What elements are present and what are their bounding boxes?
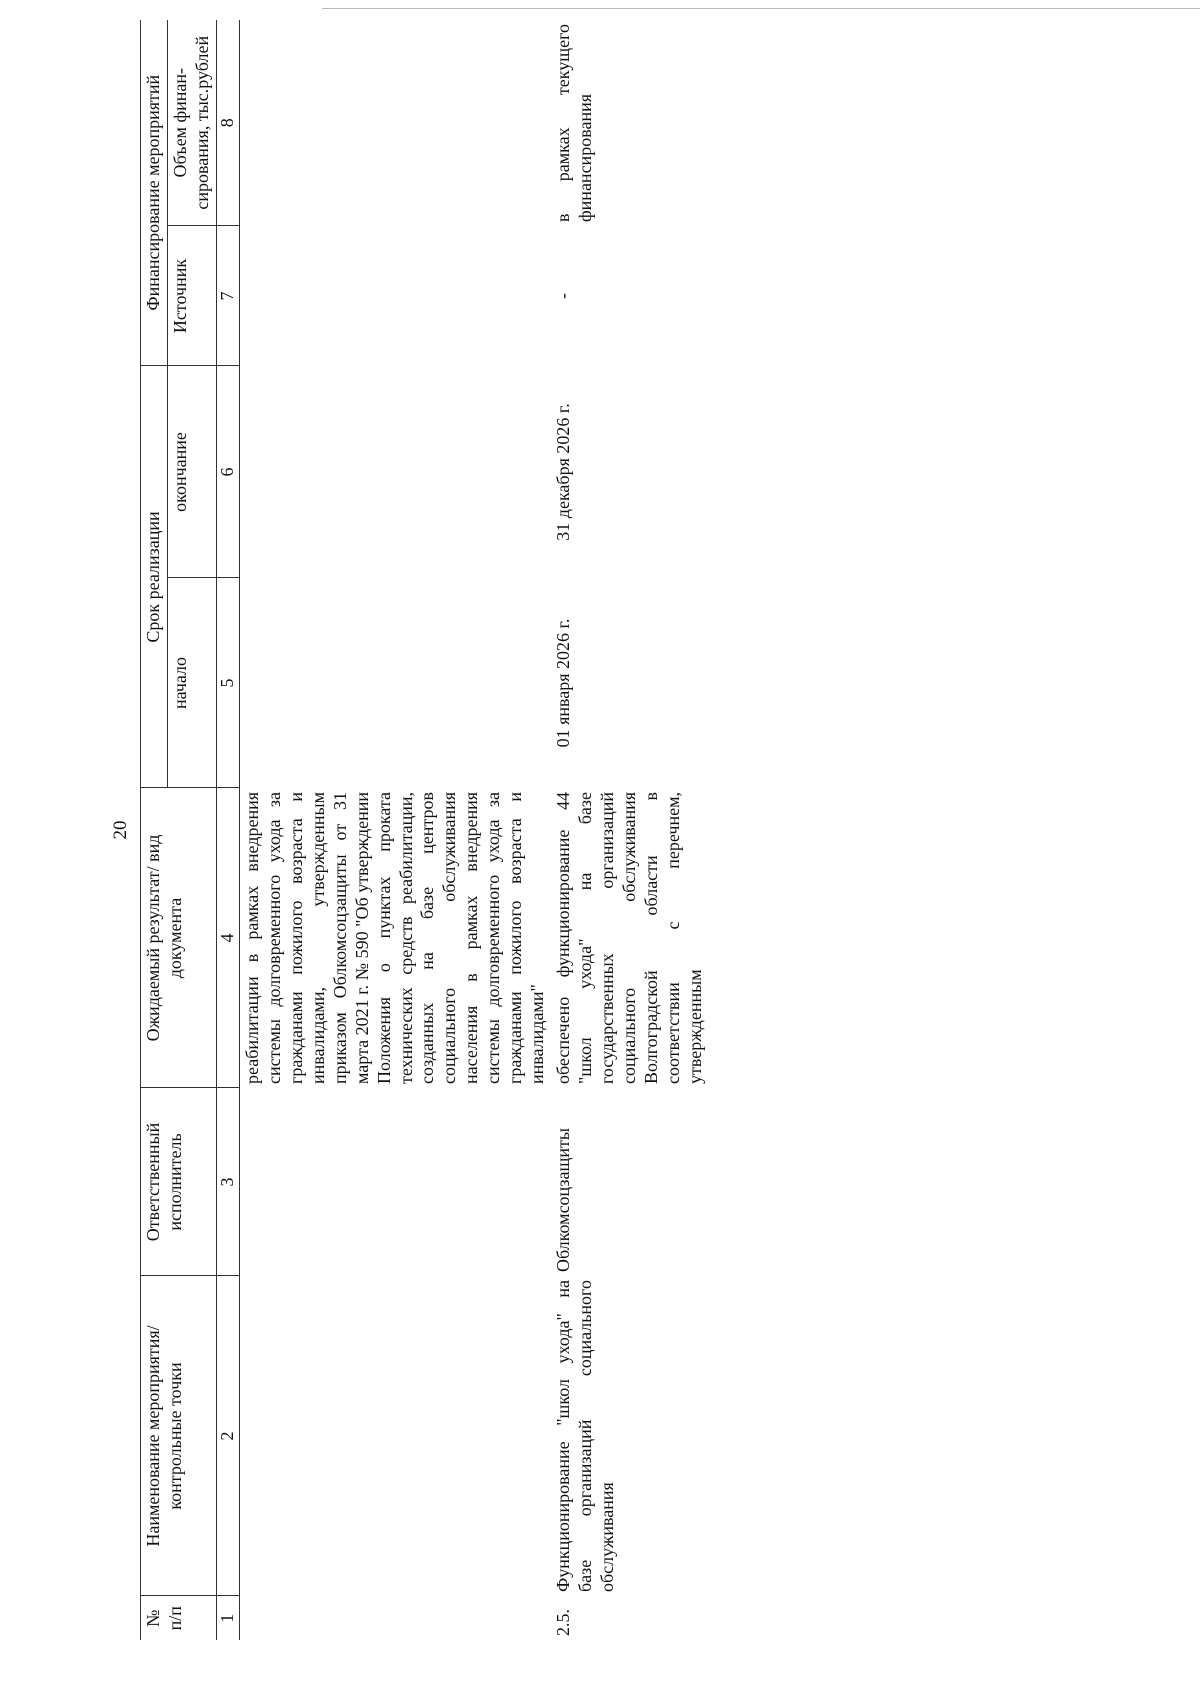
column-number: 1 — [216, 1596, 239, 1640]
row-start — [239, 578, 551, 788]
scan-edge-line — [322, 8, 1200, 9]
header-row-1 — [141, 20, 168, 1640]
row-source — [239, 226, 551, 366]
header-result: Ожидаемый результат/ вид документа — [141, 788, 217, 1088]
header-volume: Объем финан- сирования, тыс.рублей — [167, 20, 216, 226]
header-executor: Ответственный исполнитель — [141, 1088, 217, 1276]
row-num — [239, 1596, 551, 1640]
table-row — [239, 20, 551, 1640]
row-executor: Облкомсоцзащиты — [553, 1128, 574, 1272]
row-end: 31 декабря 2026 г. — [553, 403, 574, 541]
column-number: 5 — [216, 578, 239, 788]
row-name: Функционирование "школ ухода" на базе организаций социального обслуживания — [553, 1280, 618, 1592]
column-number: 2 — [216, 1276, 239, 1596]
page-number: 20 — [110, 820, 131, 840]
column-number: 7 — [216, 226, 239, 366]
header-start: начало — [167, 578, 216, 788]
row-source: - — [553, 292, 574, 299]
header-name: Наименование мероприятия/ контрольные точки — [141, 1276, 217, 1596]
column-number: 3 — [216, 1088, 239, 1276]
row-num: 2.5. — [553, 1609, 574, 1636]
header-source: Источник — [167, 226, 216, 366]
rotated-page — [110, 20, 1140, 1640]
header-num: № п/п — [141, 1596, 217, 1640]
table-row — [551, 20, 709, 1640]
row-volume — [239, 20, 551, 226]
column-number: 8 — [216, 20, 239, 226]
plan-table — [140, 20, 709, 1640]
row-name — [239, 1276, 551, 1596]
row-result: реабилитации в рамках внедрения системы долговременного ухода за гражданами пожилого возраста и инвалидами, утвержденным приказом Облкомсоцзащиты от 31 марта 2021 г. № 590 "Об утверждении Положения о пунктах проката технических средств реабилитации, созданных на базе центров социального обслуживания населения в рамках внедрения системы долговременного ухода за гражданами пожилого возраста и инвалидами" — [241, 792, 548, 1084]
column-number: 6 — [216, 366, 239, 578]
row-volume: в рамках текущего финансирования — [553, 23, 596, 222]
header-period-group: Срок реализации — [141, 366, 168, 788]
row-end — [239, 366, 551, 578]
column-number: 4 — [216, 788, 239, 1088]
header-end: окончание — [167, 366, 216, 578]
row-executor — [239, 1088, 551, 1276]
column-number-row — [216, 20, 239, 1640]
row-result: обеспечено функционирование 44 "школ ухода" на базе государственных организаций социального обслуживания Волгоградской области в соответствии с перечнем, утвержденным — [553, 792, 705, 1084]
row-start: 01 января 2026 г. — [553, 618, 574, 748]
header-finance-group: Финансирование мероприятий — [141, 20, 168, 366]
